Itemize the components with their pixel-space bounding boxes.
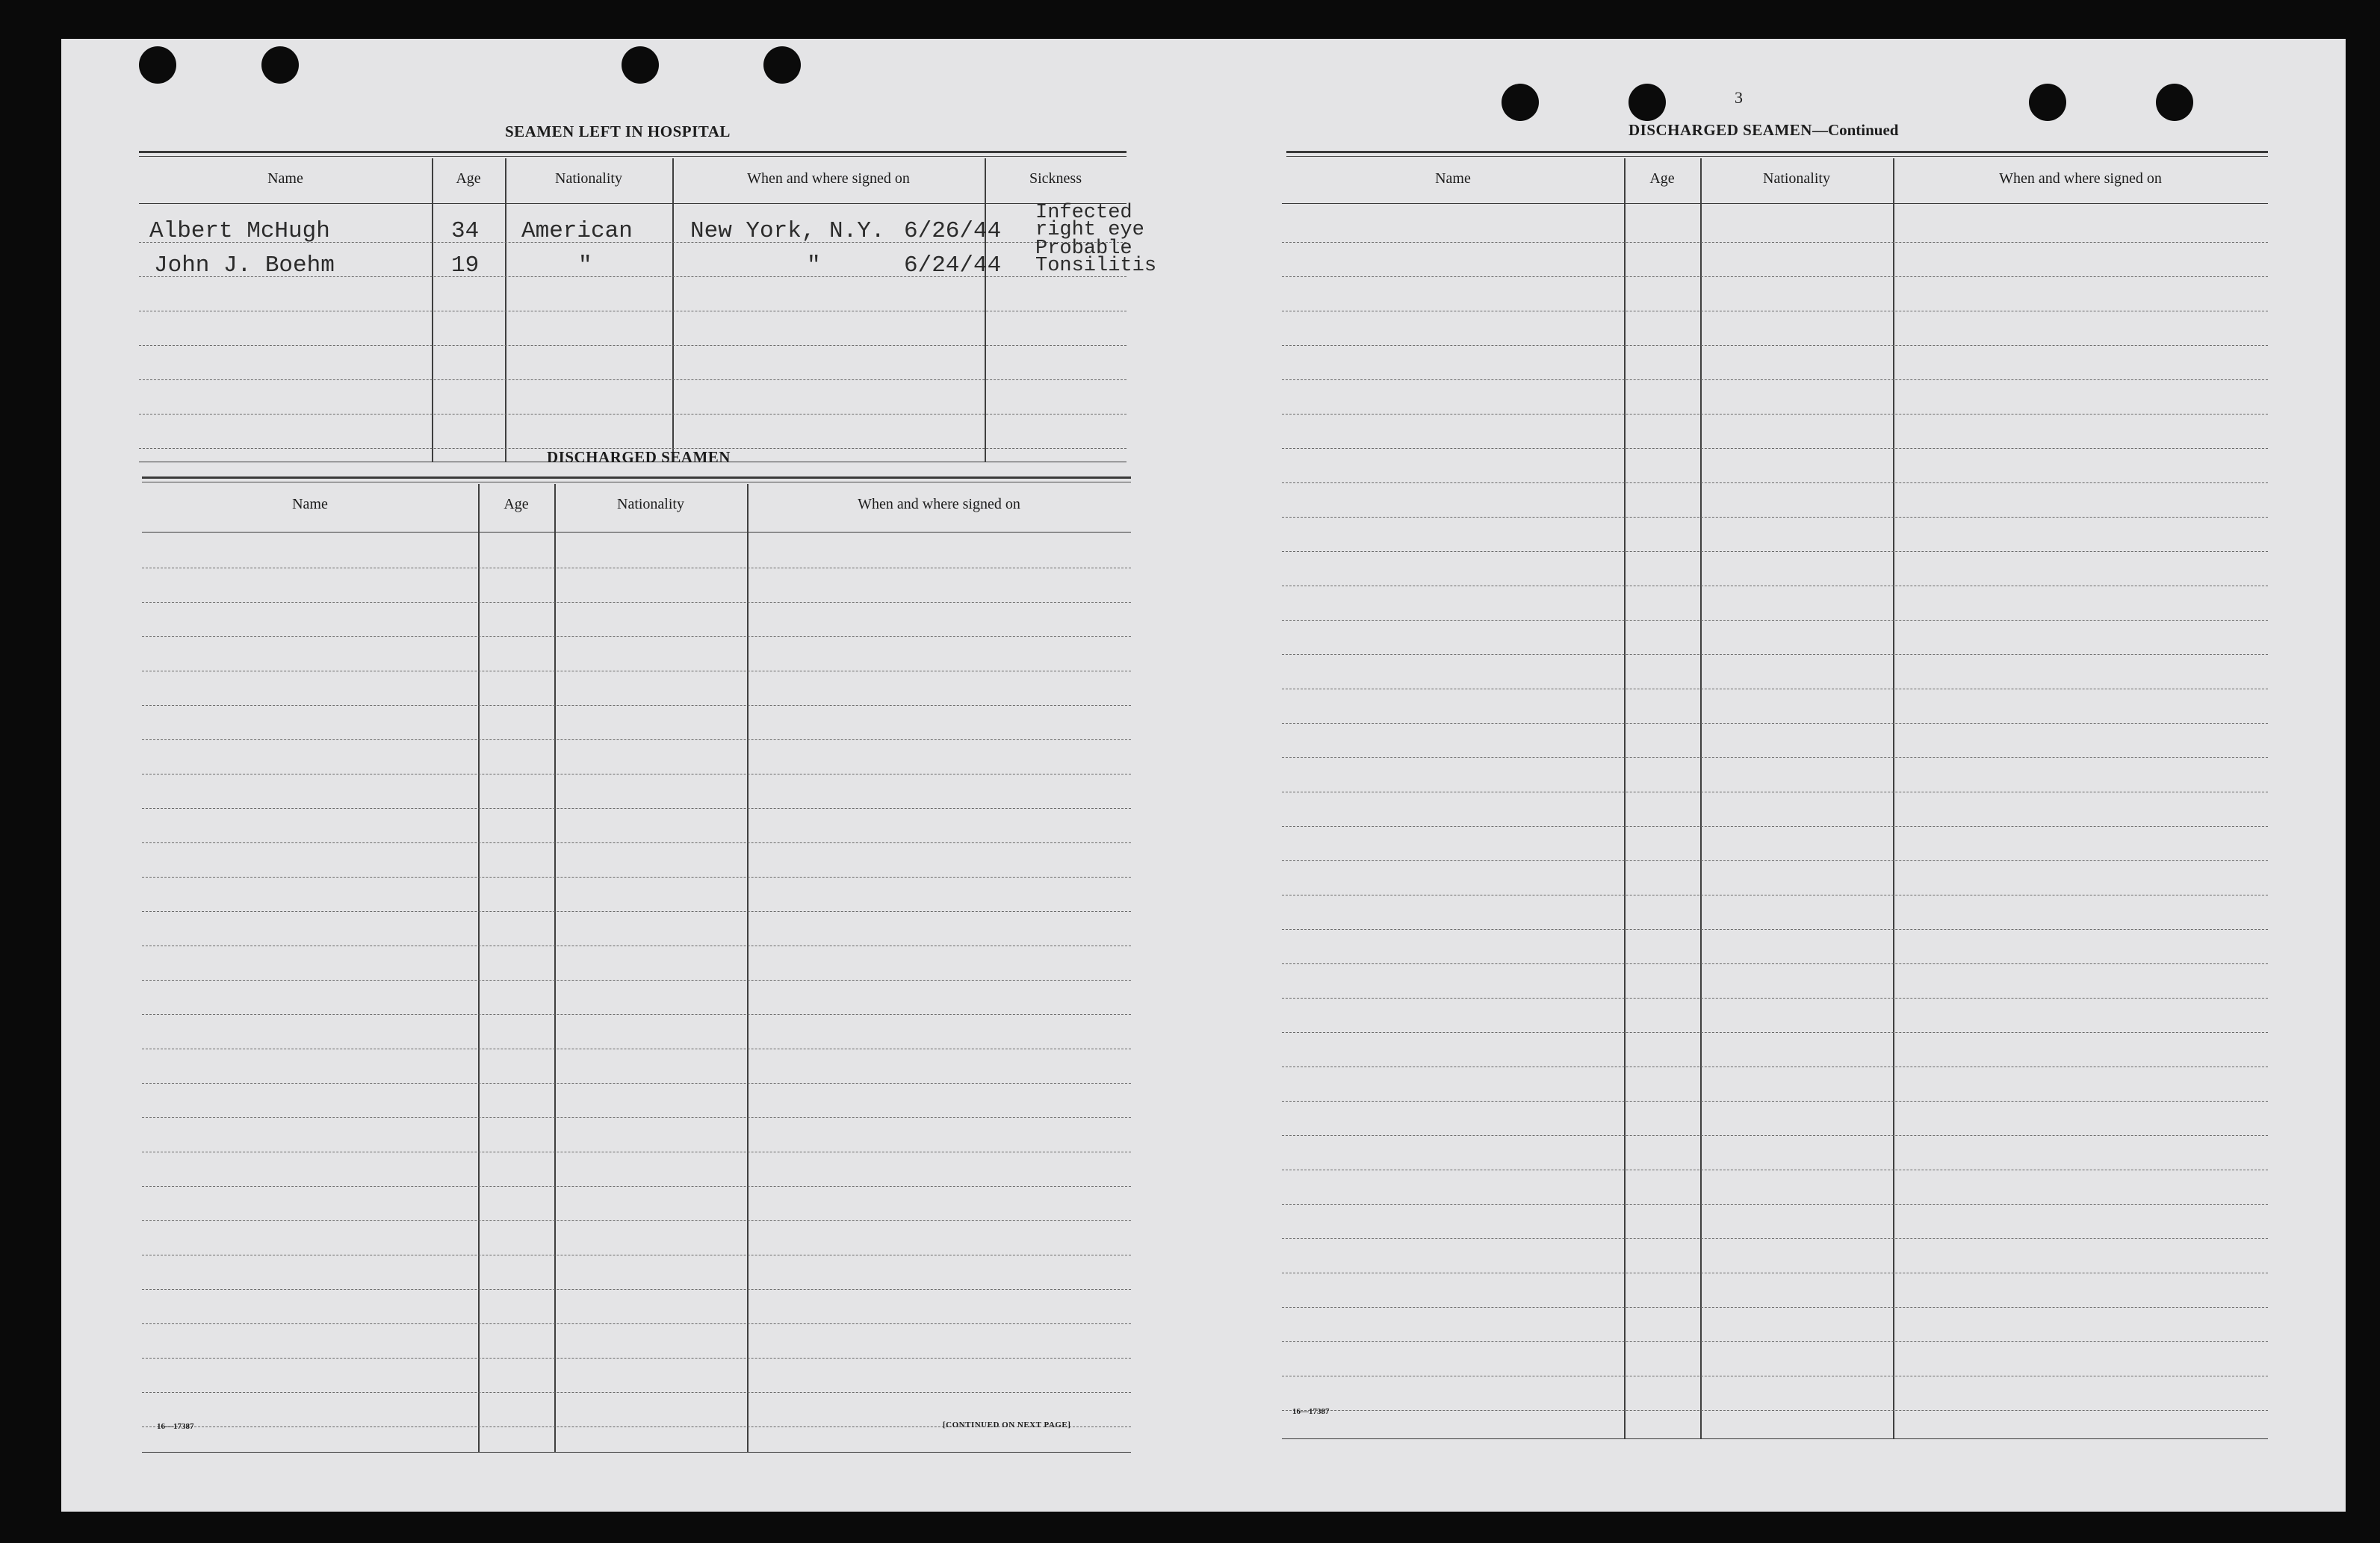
- ruled-line: [1282, 998, 2268, 999]
- binder-hole: [763, 46, 801, 84]
- ruled-line: [1282, 1410, 2268, 1411]
- form-number: 16—17387: [1292, 1407, 1330, 1416]
- sickness-line: Tonsilitis: [1035, 255, 1157, 277]
- column-divider: [1700, 158, 1702, 1438]
- binder-hole: [1628, 84, 1666, 121]
- binder-hole: [261, 46, 299, 84]
- discharged-col-signed-on: When and where signed on: [858, 496, 1020, 512]
- binder-hole: [1502, 84, 1539, 121]
- sickness-line: Probable: [1035, 237, 1132, 260]
- ruled-line: [1282, 482, 2268, 483]
- hospital-row-2-nationality: ": [578, 252, 592, 279]
- discharged-col-name: Name: [292, 496, 328, 512]
- ruled-line: [142, 1083, 1131, 1084]
- ruled-line: [1282, 654, 2268, 655]
- ruled-line: [1282, 1032, 2268, 1033]
- ruled-line: [1282, 826, 2268, 827]
- column-divider: [432, 158, 433, 462]
- ruled-line: [142, 705, 1131, 706]
- sickness-line: right eye: [1035, 219, 1144, 241]
- discharged-col-nationality: Nationality: [617, 496, 684, 512]
- ruled-line: [142, 911, 1131, 912]
- continued-note: [CONTINUED ON NEXT PAGE]: [943, 1421, 1071, 1429]
- column-divider: [672, 158, 674, 462]
- ruled-line: [1282, 448, 2268, 449]
- ruled-line: [1282, 929, 2268, 930]
- column-divider: [554, 484, 556, 1452]
- ruled-line: [139, 345, 1127, 346]
- ruled-line: [1282, 1307, 2268, 1308]
- ruled-line: [1282, 1238, 2268, 1239]
- hospital-col-age: Age: [456, 170, 481, 187]
- ruled-line: [142, 1358, 1131, 1359]
- binder-hole: [622, 46, 659, 84]
- ruled-line: [1282, 379, 2268, 380]
- ruled-line: [1282, 757, 2268, 758]
- binder-hole: [2029, 84, 2066, 121]
- document-sheet: [61, 39, 2346, 1512]
- hospital-section-title: SEAMEN LEFT IN HOSPITAL: [505, 122, 731, 140]
- binder-hole: [139, 46, 176, 84]
- discharged-continued-title: [1628, 121, 1898, 140]
- column-divider: [747, 484, 749, 1452]
- hospital-table-top-rule: [139, 151, 1127, 153]
- hospital-col-name: Name: [267, 170, 303, 187]
- hospital-row-1-nationality: American: [521, 218, 633, 244]
- discharged-table-top-rule: [142, 476, 1131, 479]
- ruled-line: [142, 636, 1131, 637]
- continued-col-name: Name: [1435, 170, 1471, 187]
- continued-table-top-rule: [1286, 151, 2268, 153]
- continued-header-rule: [1282, 203, 2268, 204]
- ruled-line: [142, 739, 1131, 740]
- form-number: 16—17387: [157, 1422, 194, 1431]
- ruled-line: [142, 1323, 1131, 1324]
- hospital-row-2-signed-place: ": [807, 252, 821, 279]
- ruled-line: [1282, 242, 2268, 243]
- ruled-line: [1282, 963, 2268, 964]
- hospital-row-1-name: Albert McHugh: [149, 218, 330, 244]
- ruled-line: [1282, 1101, 2268, 1102]
- hospital-row-1-signed-date: 6/26/44: [904, 218, 1002, 244]
- continued-table-bottom-rule: [1282, 1438, 2268, 1439]
- ruled-line: [142, 808, 1131, 809]
- continued-col-nationality: Nationality: [1763, 170, 1830, 187]
- column-divider: [985, 158, 986, 462]
- ruled-line: [1282, 1135, 2268, 1136]
- ruled-line: [1282, 414, 2268, 415]
- ruled-line: [142, 877, 1131, 878]
- hospital-col-nationality: Nationality: [555, 170, 622, 187]
- discharged-table-bottom-rule: [142, 1452, 1131, 1453]
- binder-hole: [2156, 84, 2193, 121]
- ruled-line: [1282, 860, 2268, 861]
- hospital-row-2-name: John J. Boehm: [154, 252, 335, 279]
- hospital-row-2-age: 19: [451, 252, 480, 279]
- ruled-line: [142, 1392, 1131, 1393]
- ruled-line: [142, 1117, 1131, 1118]
- discharged-header-rule: [142, 532, 1131, 533]
- ruled-line: [1282, 551, 2268, 552]
- ruled-line: [139, 379, 1127, 380]
- right-page: [1204, 39, 2346, 1512]
- hospital-row-2-signed-date: 6/24/44: [904, 252, 1002, 279]
- page-number: 3: [1735, 88, 1743, 107]
- left-page: [61, 39, 1167, 1512]
- hospital-row-2-sickness: [1035, 237, 1157, 277]
- ruled-line: [142, 1220, 1131, 1221]
- sickness-line: Infected: [1035, 202, 1132, 224]
- discharged-col-age: Age: [503, 496, 529, 512]
- continued-col-signed-on: When and where signed on: [1999, 170, 2162, 187]
- ruled-line: [1282, 1204, 2268, 1205]
- continued-col-age: Age: [1649, 170, 1675, 187]
- column-divider: [1893, 158, 1894, 1438]
- section-title-main: DISCHARGED SEAMEN: [1628, 121, 1812, 139]
- hospital-col-signed-on: When and where signed on: [747, 170, 910, 187]
- hospital-row-1-signed-place: New York, N.Y.: [690, 218, 885, 244]
- ruled-line: [142, 602, 1131, 603]
- column-divider: [478, 484, 480, 1452]
- ruled-line: [1282, 517, 2268, 518]
- ruled-line: [1282, 345, 2268, 346]
- hospital-col-sickness: Sickness: [1029, 170, 1082, 187]
- ruled-line: [1282, 1341, 2268, 1342]
- ruled-line: [142, 1014, 1131, 1015]
- ruled-line: [142, 1289, 1131, 1290]
- hospital-header-rule: [139, 203, 1127, 204]
- ruled-line: [142, 980, 1131, 981]
- ruled-line: [139, 414, 1127, 415]
- section-title-suffix: —Continued: [1812, 121, 1899, 139]
- ruled-line: [142, 842, 1131, 843]
- ruled-line: [1282, 620, 2268, 621]
- ruled-line: [1282, 723, 2268, 724]
- column-divider: [1624, 158, 1626, 1438]
- hospital-row-1-sickness: [1035, 202, 1144, 241]
- column-divider: [505, 158, 506, 462]
- ruled-line: [1282, 276, 2268, 277]
- discharged-section-title: DISCHARGED SEAMEN: [547, 448, 731, 466]
- hospital-row-1-age: 34: [451, 218, 480, 244]
- ruled-line: [142, 1186, 1131, 1187]
